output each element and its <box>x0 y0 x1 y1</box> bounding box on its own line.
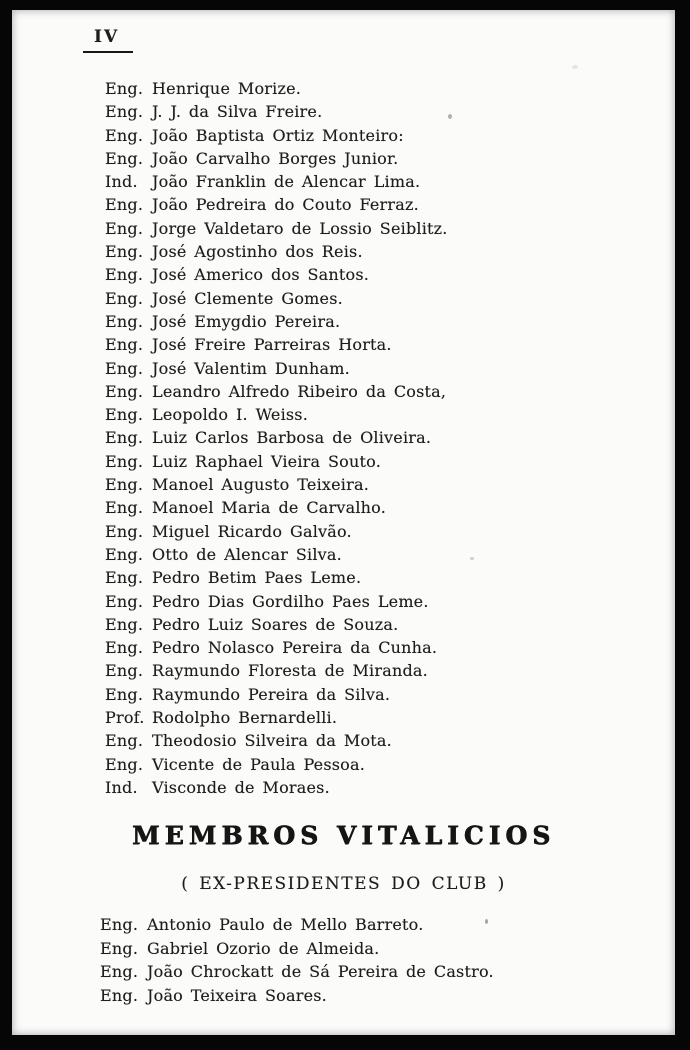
member-row <box>105 776 655 799</box>
member-name: Raymundo Floresta de Miranda. <box>152 661 428 681</box>
member-name: João Baptista Ortiz Monteiro: <box>152 125 404 145</box>
member-row <box>105 636 655 659</box>
member-title: Eng. <box>105 381 144 401</box>
member-name: Leopoldo I. Weiss. <box>152 405 309 425</box>
member-row <box>105 520 655 543</box>
member-row <box>105 147 655 170</box>
member-row <box>105 450 655 473</box>
member-row <box>105 613 655 636</box>
member-title: Eng. <box>105 638 144 658</box>
member-name: Visconde de Moraes. <box>152 777 330 797</box>
member-name: Jorge Valdetaro de Lossio Seiblitz. <box>152 218 448 238</box>
member-title: Prof. <box>105 708 145 728</box>
member-name: Manoel Maria de Carvalho. <box>152 498 387 518</box>
member-name: José Clemente Gomes. <box>152 288 343 308</box>
member-name: Luiz Carlos Barbosa de Oliveira. <box>152 428 432 448</box>
member-title: Eng. <box>105 568 144 588</box>
member-title: Eng. <box>105 335 144 355</box>
member-row <box>100 937 655 961</box>
member-row <box>105 333 655 356</box>
member-row <box>100 960 655 984</box>
member-row <box>105 683 655 706</box>
member-title: Eng. <box>105 498 144 518</box>
member-title: Eng. <box>105 521 144 541</box>
member-row <box>105 310 655 333</box>
member-name: Pedro Nolasco Pereira da Cunha. <box>152 638 438 658</box>
member-row <box>105 590 655 613</box>
member-name: Manoel Augusto Teixeira. <box>152 475 369 495</box>
member-title: Eng. <box>105 148 144 168</box>
member-name: João Pedreira do Couto Ferraz. <box>152 195 419 215</box>
member-row <box>105 217 655 240</box>
member-name: Vicente de Paula Pessoa. <box>152 754 366 774</box>
ex-presidents-list <box>100 913 655 1007</box>
member-title: Eng. <box>105 218 144 238</box>
member-title: Eng. <box>105 544 144 564</box>
member-title: Eng. <box>105 451 144 471</box>
member-title: Eng. <box>100 985 139 1005</box>
member-title: Eng. <box>105 428 144 448</box>
member-title: Eng. <box>105 311 144 331</box>
member-title: Eng. <box>105 731 144 751</box>
member-name: Theodosio Silveira da Mota. <box>152 731 392 751</box>
member-row <box>105 403 655 426</box>
member-row <box>105 100 655 123</box>
member-row <box>105 170 655 193</box>
member-name: Pedro Dias Gordilho Paes Leme. <box>152 591 429 611</box>
member-row <box>105 357 655 380</box>
member-row <box>100 984 655 1008</box>
member-row <box>105 473 655 496</box>
member-name: J. J. da Silva Freire. <box>152 102 323 122</box>
member-name: João Teixeira Soares. <box>147 985 327 1005</box>
member-title: Eng. <box>105 475 144 495</box>
member-row <box>105 240 655 263</box>
member-row <box>105 193 655 216</box>
member-name: João Franklin de Alencar Lima. <box>152 172 421 192</box>
member-name: Pedro Betim Paes Leme. <box>152 568 362 588</box>
member-name: Antonio Paulo de Mello Barreto. <box>147 915 424 934</box>
member-title: Eng. <box>105 195 144 215</box>
member-name: Leandro Alfredo Ribeiro da Costa, <box>152 381 447 401</box>
member-title: Eng. <box>100 962 139 982</box>
member-row <box>100 913 655 937</box>
member-row <box>105 77 655 100</box>
member-title: Eng. <box>105 358 144 378</box>
member-name: Raymundo Pereira da Silva. <box>152 684 391 704</box>
member-name: José Americo dos Santos. <box>152 265 370 285</box>
member-name: Gabriel Ozorio de Almeida. <box>147 938 380 958</box>
member-row <box>105 566 655 589</box>
member-name: Rodolpho Bernardelli. <box>152 708 338 728</box>
member-name: Henrique Morize. <box>152 79 302 98</box>
member-row <box>105 659 655 682</box>
scan-speck <box>485 919 488 924</box>
member-row <box>105 753 655 776</box>
member-title: Eng. <box>105 684 144 704</box>
member-title: Eng. <box>105 102 144 122</box>
member-title: Eng. <box>105 661 144 681</box>
member-name: João Chrockatt de Sá Pereira de Castro. <box>147 962 494 982</box>
member-name: José Valentim Dunham. <box>152 358 350 378</box>
member-row <box>105 706 655 729</box>
member-row <box>105 729 655 752</box>
document-page <box>12 10 675 1035</box>
member-title: Ind. <box>105 172 138 192</box>
member-title: Eng. <box>105 242 144 262</box>
page-number: IV <box>83 27 133 53</box>
member-title: Eng. <box>105 614 144 634</box>
member-title: Eng. <box>105 405 144 425</box>
member-title: Eng. <box>105 288 144 308</box>
member-name: João Carvalho Borges Junior. <box>152 148 399 168</box>
member-name: José Emygdio Pereira. <box>152 311 341 331</box>
member-row <box>105 543 655 566</box>
member-row <box>105 426 655 449</box>
member-row <box>105 263 655 286</box>
section-heading: MEMBROS VITALICIOS <box>131 821 556 850</box>
scan-speck <box>470 557 474 560</box>
members-list <box>105 77 655 799</box>
member-title: Ind. <box>105 777 138 797</box>
member-name: Miguel Ricardo Galvão. <box>152 521 352 541</box>
member-title: Eng. <box>105 591 144 611</box>
member-title: Eng. <box>105 754 144 774</box>
member-row <box>105 380 655 403</box>
member-title: Eng. <box>105 125 144 145</box>
member-title: Eng. <box>105 79 144 98</box>
member-name: José Agostinho dos Reis. <box>152 242 363 262</box>
member-name: Otto de Alencar Silva. <box>152 544 342 564</box>
scan-speck <box>572 65 578 69</box>
member-name: Pedro Luiz Soares de Souza. <box>152 614 399 634</box>
member-title: Eng. <box>105 265 144 285</box>
member-row <box>105 287 655 310</box>
section-subheading: ( EX-PRESIDENTES DO CLUB ) <box>181 874 506 894</box>
member-name: José Freire Parreiras Horta. <box>152 335 392 355</box>
scan-speck <box>448 114 452 119</box>
member-title: Eng. <box>100 938 139 958</box>
member-row <box>105 124 655 147</box>
member-row <box>105 496 655 519</box>
member-title: Eng. <box>100 915 139 934</box>
member-name: Luiz Raphael Vieira Souto. <box>152 451 381 471</box>
